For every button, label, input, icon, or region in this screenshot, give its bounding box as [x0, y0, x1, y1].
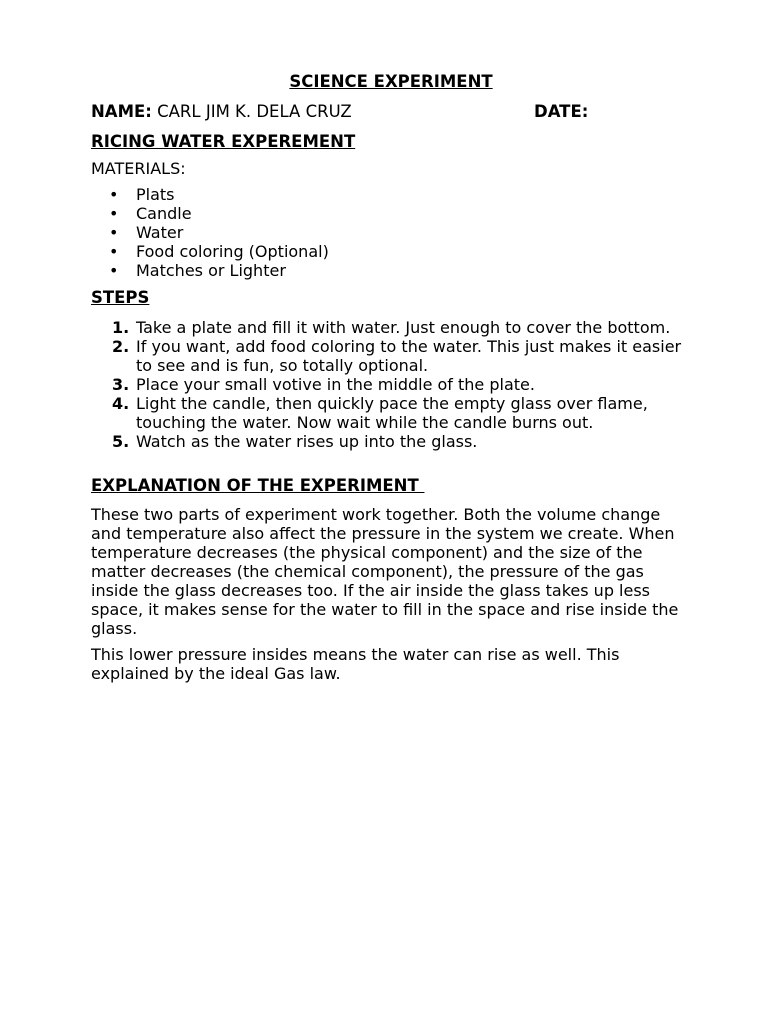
list-item: [91, 394, 696, 432]
step-text: Place your small votive in the middle of the plate.: [136, 375, 535, 394]
date-label: DATE:: [534, 102, 589, 121]
step-number: 4.: [112, 394, 130, 413]
step-text: Watch as the water rises up into the glass.: [136, 432, 478, 451]
name-date-row: [91, 102, 691, 122]
steps-title: STEPS: [91, 288, 150, 307]
material-text: Candle: [136, 204, 192, 223]
list-item: [91, 261, 691, 280]
list-item: [91, 223, 691, 242]
step-number: 1.: [112, 318, 130, 337]
name-label: NAME:: [91, 102, 152, 121]
bullet-icon: •: [109, 242, 119, 261]
explanation-paragraph: This lower pressure insides means the water can rise as well. This explained by the ideal Gas law.: [91, 645, 620, 683]
step-text: Take a plate and fill it with water. Just enough to cover the bottom.: [136, 318, 671, 337]
document-page: [91, 72, 691, 683]
list-item: [91, 242, 691, 261]
material-text: Plats: [136, 185, 175, 204]
name-value: CARL JIM K. DELA CRUZ: [151, 102, 352, 121]
step-number: 3.: [112, 375, 130, 394]
list-item: [91, 432, 696, 451]
step-text: If you want, add food coloring to the water. This just makes it easier to see and is fun, so totally optional.: [136, 337, 682, 375]
material-text: Water: [136, 223, 184, 242]
document-title: SCIENCE EXPERIMENT: [289, 72, 493, 91]
bullet-icon: •: [109, 204, 119, 223]
step-number: 5.: [112, 432, 130, 451]
step-text: Light the candle, then quickly pace the empty glass over flame, touching the water. Now wait while the candle burns out.: [136, 394, 648, 432]
material-text: Matches or Lighter: [136, 261, 286, 280]
step-number: 2.: [112, 337, 130, 356]
list-item: [91, 318, 696, 337]
list-item: [91, 204, 691, 223]
steps-list: [91, 318, 691, 451]
explanation-title: EXPLANATION OF THE EXPERIMENT: [91, 476, 425, 495]
experiment-title: RICING WATER EXPEREMENT: [91, 132, 356, 151]
materials-label: MATERIALS:: [91, 159, 186, 178]
bullet-icon: •: [109, 185, 119, 204]
list-item: [91, 337, 696, 375]
explanation-paragraph: These two parts of experiment work together. Both the volume change and temperature also affect the pressure in the system we create. When temperature decreases (the physical component) and the size of the matter decreases (the chemical component), the pressure of the gas inside the glass decreases too. If the air inside the glass takes up less space, it makes sense for the water to fill in the space and rise inside the glass.: [91, 505, 679, 638]
materials-list: [91, 185, 691, 280]
list-item: [91, 185, 691, 204]
list-item: [91, 375, 696, 394]
material-text: Food coloring (Optional): [136, 242, 329, 261]
bullet-icon: •: [109, 261, 119, 280]
bullet-icon: •: [109, 223, 119, 242]
